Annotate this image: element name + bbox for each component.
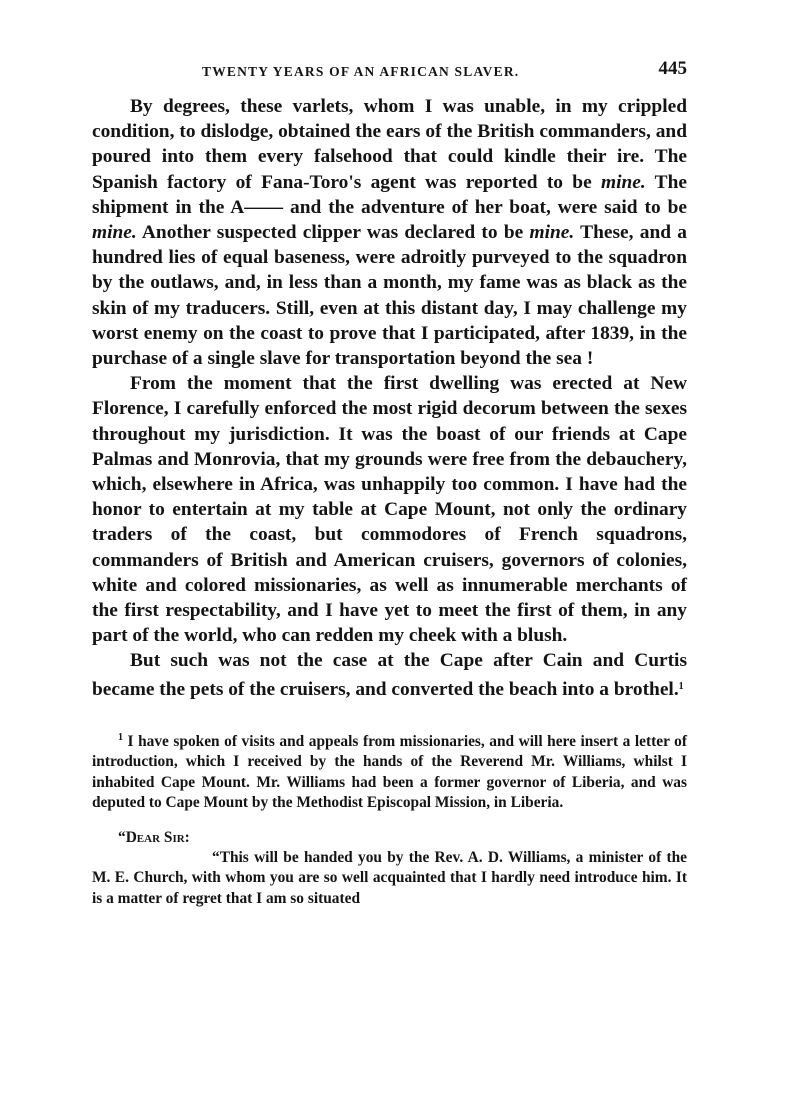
italic-mine-1: mine. bbox=[600, 171, 646, 193]
italic-mine-3: mine. bbox=[529, 222, 575, 244]
italic-mine-2: mine. bbox=[92, 222, 137, 244]
paragraph-1-part-d: These, and a hundred lies of equal baseness, were adroitly purveyed to the squadron by the outlaws, and, in less than a month, my fame was as black as the skin of my traducers. Still, even at this distant day, I may challenge my worst enemy on the coast to prove that I participated, after 1839, in the purchase of a single slave for transportation beyond the sea ! bbox=[92, 222, 687, 370]
footnote-text: I have spoken of visits and appeals from missionaries, and will here insert a letter of introduction, which I received by the hands of the Reverend Mr. Williams, whilst I inhabited Cape Mount. Mr. Williams had been a former governor of Liberia, and was deputed to Cape Mount by the Methodist Episcopal Mission, in Liberia. bbox=[92, 732, 687, 812]
footnote-paragraph bbox=[92, 728, 687, 814]
page-number: 445 bbox=[658, 58, 687, 79]
paragraph-3 bbox=[92, 648, 687, 701]
running-title: TWENTY YEARS OF AN AFRICAN SLAVER. bbox=[202, 64, 520, 79]
footnote-reference: 1 bbox=[678, 680, 684, 692]
letter-salutation: “Dear Sir: bbox=[118, 828, 190, 846]
book-page bbox=[92, 56, 687, 909]
letter-body: “This will be handed you by the Rev. A. D. Williams, a minister of the M. E. Church, with whom you are so well acquainted that I hardly need introduce him. It is a matter of regret that I am so situated bbox=[92, 848, 687, 907]
footnote-marker: 1 bbox=[118, 731, 123, 743]
footnote bbox=[92, 728, 687, 909]
paragraph-1-part-c: Another suspected clipper was declared to be bbox=[136, 222, 530, 244]
paragraph-3-text: But such was not the case at the Cape after Cain and Curtis became the pets of the cruisers, and converted the beach into a brothel. bbox=[92, 650, 687, 700]
paragraph-1-part-b: The shipment in the A—— and the adventure of her boat, were said to be bbox=[92, 171, 687, 218]
paragraph-1 bbox=[92, 94, 687, 371]
running-head bbox=[92, 56, 687, 90]
paragraph-1-part-a: By degrees, these varlets, whom I was unable, in my crippled condition, to dislodge, obtained the ears of the British commanders, and poured into them every falsehood that could kindle their ire. The Spanish factory of Fana-Toro's agent was reported to be bbox=[92, 96, 687, 193]
body-text bbox=[92, 94, 687, 702]
paragraph-2: From the moment that the first dwelling was erected at New Florence, I carefully enforced the most rigid decorum between the sexes throughout my jurisdiction. It was the boast of our friends at Cape Palmas and Monrovia, that my grounds were free from the debauchery, which, elsewhere in Africa, was unhappily too common. I have had the honor to entertain at my table at Cape Mount, not only the ordinary traders of the coast, but commodores of French squadrons, commanders of British and American cruisers, governors of colonies, white and colored missionaries, as well as innumerable merchants of the first respectability, and I have yet to meet the first of them, in any part of the world, who can redden my cheek with a blush. bbox=[92, 373, 687, 647]
